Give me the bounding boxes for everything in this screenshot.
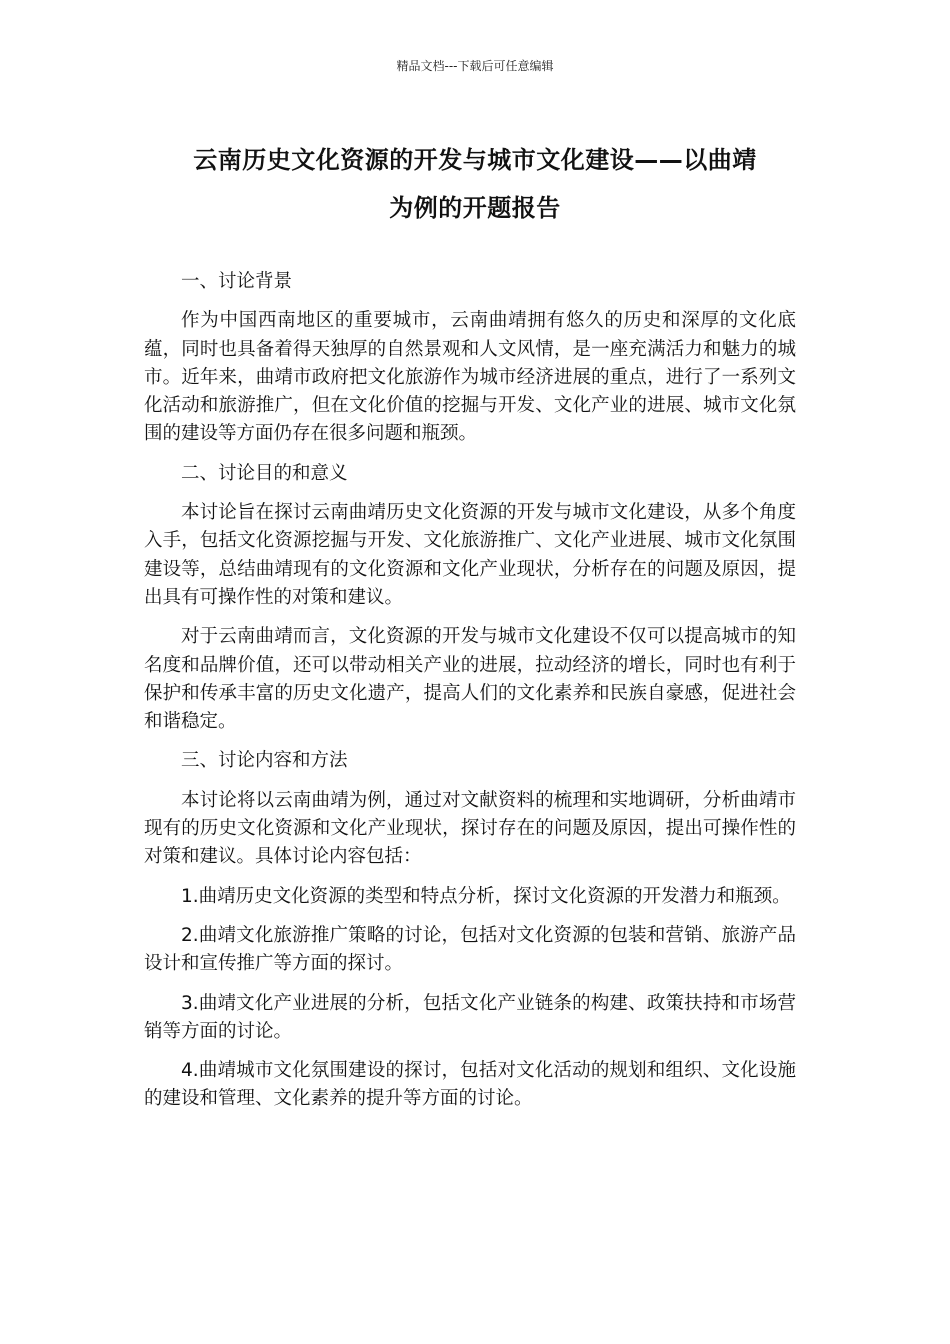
document-title (140, 136, 810, 232)
list-item-3: 3.曲靖文化产业进展的分析，包括文化产业链条的构建、政策扶持和市场营销等方面的讨论。 (144, 992, 796, 1042)
title-line-2: 为例的开题报告 (389, 194, 561, 222)
header-note: 精品文档---下载后可任意编辑 (396, 59, 554, 73)
title-line-1: 云南历史文化资源的开发与城市文化建设——以曲靖 (193, 146, 757, 174)
document-body (144, 268, 796, 1125)
list-item-2: 2.曲靖文化旅游推广策略的讨论，包括对文化资源的包装和营销、旅游产品设计和宣传推广等方面的探讨。 (144, 924, 796, 975)
paragraph-content-intro: 本讨论将以云南曲靖为例，通过对文献资料的梳理和实地调研，分析曲靖市现有的历史文化资源和文化产业现状，探讨存在的问题及原因，提出可操作性的对策和建议。具体讨论内容包括： (144, 789, 796, 868)
list-item-4: 4.曲靖城市文化氛围建设的探讨，包括对文化活动的规划和组织、文化设施的建设和管理、文化素养的提升等方面的讨论。 (144, 1060, 796, 1110)
paragraph-background: 作为中国西南地区的重要城市，云南曲靖拥有悠久的历史和深厚的文化底蕴，同时也具备着得天独厚的自然景观和人文风情，是一座充满活力和魅力的城市。近年来，曲靖市政府把文化旅游作为城市经济进展的重点，进行了一系列文化活动和旅游推广，但在文化价值的挖掘与开发、文化产业的进展、城市文化氛围的建设等方面仍存在很多问题和瓶颈。 (144, 310, 796, 445)
paragraph-purpose: 本讨论旨在探讨云南曲靖历史文化资源的开发与城市文化建设，从多个角度入手，包括文化资源挖掘与开发、文化旅游推广、文化产业进展、城市文化氛围建设等，总结曲靖现有的文化资源和文化产业现状，分析存在的问题及原因，提出具有可操作性的对策和建议。 (144, 502, 796, 608)
section-heading-purpose: 二、讨论目的和意义 (181, 462, 348, 484)
paragraph-significance: 对于云南曲靖而言，文化资源的开发与城市文化建设不仅可以提高城市的知名度和品牌价值，还可以带动相关产业的进展，拉动经济的增长，同时也有利于保护和传承丰富的历史文化遗产，提高人们的文化素养和民族自豪感，促进社会和谐稳定。 (144, 626, 796, 733)
section-heading-background: 一、讨论背景 (181, 271, 293, 292)
section-heading-content-method: 三、讨论内容和方法 (181, 750, 348, 772)
list-item-1: 1.曲靖历史文化资源的类型和特点分析，探讨文化资源的开发潜力和瓶颈。 (181, 885, 791, 907)
